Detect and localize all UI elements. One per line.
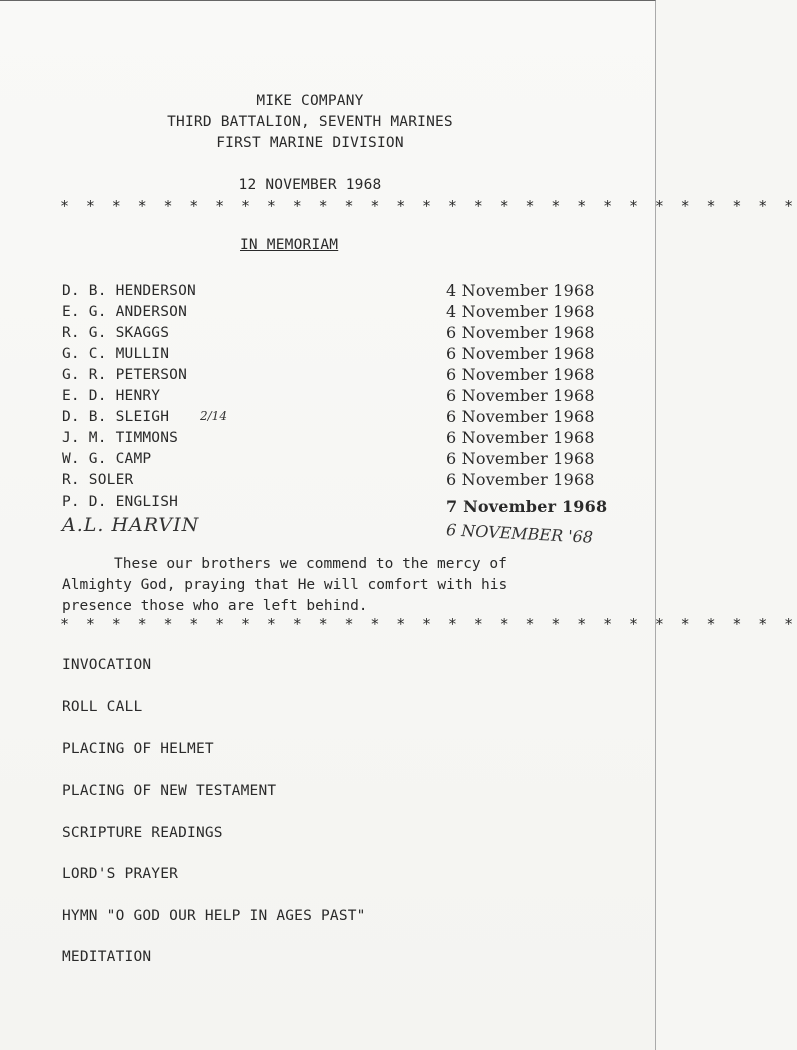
program-item: LORD'S PRAYER: [62, 866, 179, 882]
program-item: SCRIPTURE READINGS: [62, 825, 223, 841]
roster-date: 6 November 1968: [446, 386, 595, 405]
roster-name: J. M. TIMMONS: [62, 430, 179, 446]
roster-name: E. D. HENRY: [62, 388, 161, 404]
roster-date: 6 November 1968: [446, 365, 595, 384]
roster-name: G. C. MULLIN: [62, 346, 170, 362]
prayer-line: These our brothers we commend to the mercy of: [114, 556, 507, 572]
program-item: HYMN "O GOD OUR HELP IN AGES PAST": [62, 908, 366, 924]
program-item: INVOCATION: [62, 657, 152, 673]
roster-date: 4 November 1968: [446, 302, 595, 321]
commendation-paragraph: [62, 554, 602, 617]
roster-name: G. R. PETERSON: [62, 367, 188, 383]
roster-date: 6 November 1968: [446, 323, 595, 342]
roster-name: E. G. ANDERSON: [62, 304, 188, 320]
program-item: PLACING OF NEW TESTAMENT: [62, 783, 277, 799]
header-division: FIRST MARINE DIVISION: [216, 135, 404, 151]
prayer-line: presence those who are left behind.: [62, 598, 368, 614]
program-item: MEDITATION: [62, 949, 152, 965]
in-memoriam-title: IN MEMORIAM: [240, 237, 339, 253]
roster-name: W. G. CAMP: [62, 451, 152, 467]
header-company: MIKE COMPANY: [256, 93, 364, 109]
roster-name: D. B. HENDERSON: [62, 283, 196, 299]
prayer-line: Almighty God, praying that He will comfort with his: [62, 577, 508, 593]
roster-date: 6 November 1968: [446, 428, 595, 447]
handwritten-roster-date: 6 NOVEMBER '68: [445, 520, 594, 547]
roster-date: 6 November 1968: [446, 470, 595, 489]
roster-date: 6 November 1968: [446, 449, 595, 468]
star-separator-bottom: * * * * * * * * * * * * * * * * * * * * * * * * * * * * *: [60, 615, 797, 633]
header-date: 12 NOVEMBER 1968: [238, 177, 382, 193]
handwritten-unit-note: 2/14: [200, 409, 227, 423]
handwritten-roster-name: A.L. HARVIN: [62, 514, 200, 536]
roster-name: R. SOLER: [62, 472, 134, 488]
roster-name: P. D. ENGLISH: [62, 494, 179, 510]
program-item: PLACING OF HELMET: [62, 741, 214, 757]
roster-date: 7 November 1968: [446, 497, 608, 516]
star-separator-top: * * * * * * * * * * * * * * * * * * * * * * * * * * * * *: [60, 197, 797, 215]
program-item: ROLL CALL: [62, 699, 143, 715]
roster-date: 4 November 1968: [446, 281, 595, 300]
roster-date: 6 November 1968: [446, 344, 595, 363]
roster-name: D. B. SLEIGH: [62, 409, 170, 425]
header-battalion: THIRD BATTALION, SEVENTH MARINES: [167, 114, 453, 130]
roster-name: R. G. SKAGGS: [62, 325, 170, 341]
roster-date: 6 November 1968: [446, 407, 595, 426]
